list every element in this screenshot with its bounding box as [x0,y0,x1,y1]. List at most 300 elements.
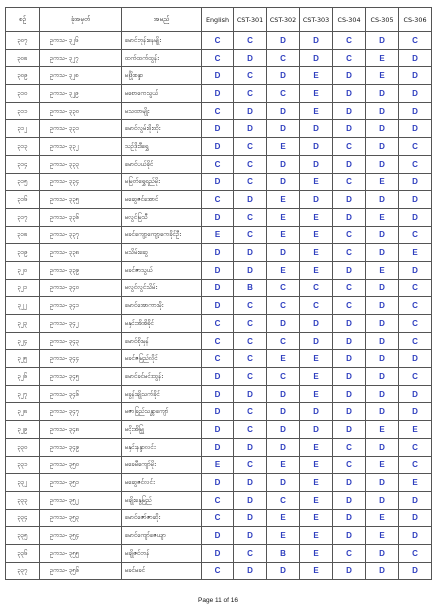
grade-cell: C [202,49,234,67]
grade-cell: E [202,456,234,474]
grade-cell: D [202,474,234,492]
table-row [6,102,432,120]
serial-number-cell: ၃၁၄ [6,155,40,173]
table-row [6,385,432,403]
student-name-cell: မမြတ်ရွှေရည်မိုး [122,173,202,191]
grade-cell: C [202,509,234,527]
table-row [6,138,432,156]
grade-cell: E [366,208,399,226]
table-row [6,261,432,279]
grade-cell: C [202,350,234,368]
roll-number-cell: ဥကသ- ၃၃၉ [40,261,122,279]
results-sheet [5,7,431,580]
serial-number-cell: ၃၀၈ [6,49,40,67]
grade-cell: D [366,244,399,262]
grade-cell: E [300,208,333,226]
grade-cell: C [202,491,234,509]
grade-cell: C [267,297,300,315]
grade-cell: E [300,438,333,456]
serial-number-cell: ၃၂၁ [6,279,40,297]
grade-cell: D [366,544,399,562]
serial-number-cell: ၃၀၉ [6,67,40,85]
grade-cell: C [267,85,300,103]
grade-cell: E [300,226,333,244]
grade-cell: D [202,368,234,386]
roll-number-cell: ဥကသ- ၃၄၄ [40,350,122,368]
roll-number-cell: ဥကသ- ၃၄၅ [40,368,122,386]
grade-cell: E [300,350,333,368]
grade-cell: D [366,102,399,120]
grade-cell: D [234,191,267,209]
grade-cell: D [300,421,333,439]
grade-cell: C [399,155,432,173]
grade-cell: E [267,509,300,527]
grade-cell: D [333,421,366,439]
grade-cell: E [300,544,333,562]
table-row [6,527,432,545]
table-row [6,421,432,439]
student-name-cell: မောင်ခင်မင်းထွန်း [122,368,202,386]
table-row [6,49,432,67]
grade-cell: D [202,527,234,545]
page-footer: Page 11 of 16 [198,597,238,604]
grade-cell: E [300,244,333,262]
serial-number-cell: ၃၂၀ [6,261,40,279]
grade-cell: D [399,527,432,545]
grade-cell: D [399,562,432,580]
grade-cell: E [202,226,234,244]
grade-cell: E [366,67,399,85]
grade-cell: D [300,138,333,156]
grade-cell: C [333,32,366,50]
grade-cell: E [267,208,300,226]
serial-number-cell: ၃၁၅ [6,173,40,191]
grade-cell: D [267,173,300,191]
grade-cell: D [202,438,234,456]
table-row [6,562,432,580]
student-name-cell: မောင်စိုးမှန် [122,332,202,350]
student-name-cell: မခင်မခင် [122,562,202,580]
grade-cell: C [333,279,366,297]
grade-cell: C [300,297,333,315]
grade-cell: E [300,385,333,403]
grade-cell: D [234,120,267,138]
student-name-cell: မသထာမျိုး [122,102,202,120]
serial-number-cell: ၃၃၇ [6,562,40,580]
grade-cell: C [234,368,267,386]
grade-cell: E [300,173,333,191]
results-table [5,7,432,580]
grade-cell: E [267,226,300,244]
student-name-cell: မောင်ဘုန်းနေမျိုး [122,32,202,50]
serial-number-cell: ၃၃၄ [6,509,40,527]
grade-cell: E [366,421,399,439]
grade-cell: D [366,191,399,209]
roll-number-cell: ဥကသ- ၃၅၁ [40,474,122,492]
student-name-cell: မလွင်မြသီ [122,208,202,226]
student-name-cell: သဉ်ဒိုးဒီရွှေ [122,138,202,156]
grade-cell: D [234,385,267,403]
grade-cell: C [234,403,267,421]
grade-cell: D [333,67,366,85]
grade-cell: C [399,297,432,315]
serial-number-cell: ၃၃၃ [6,491,40,509]
serial-number-cell: ၃၂၆ [6,368,40,386]
roll-number-cell: ဥကသ- ၃၃၃ [40,155,122,173]
header-no: စဉ် [6,8,40,32]
grade-cell: C [333,173,366,191]
grade-cell: C [234,208,267,226]
grade-cell: C [234,332,267,350]
roll-number-cell: ဥကသ- ၃၂၇ [40,49,122,67]
grade-cell: D [234,491,267,509]
grade-cell: E [300,85,333,103]
grade-cell: C [399,226,432,244]
grade-cell: C [234,226,267,244]
grade-cell: D [333,120,366,138]
grade-cell: E [366,49,399,67]
grade-cell: E [399,421,432,439]
grade-cell: D [300,332,333,350]
grade-cell: C [333,438,366,456]
grade-cell: D [202,120,234,138]
grade-cell: E [267,191,300,209]
serial-number-cell: ၃၁၈ [6,226,40,244]
roll-number-cell: ဥကသ- ၃၄၆ [40,385,122,403]
header-cs-306: CS-306 [399,8,432,32]
serial-number-cell: ၃၃၆ [6,544,40,562]
student-name-cell: မနှင်းအိအိခိုင် [122,315,202,333]
grade-cell: D [267,438,300,456]
grade-cell: D [300,49,333,67]
roll-number-cell: ဥကသ- ၃၂၆ [40,32,122,50]
grade-cell: D [399,85,432,103]
grade-cell: C [399,32,432,50]
grade-cell: E [267,350,300,368]
grade-cell: E [267,456,300,474]
grade-cell: E [267,138,300,156]
grade-cell: D [300,191,333,209]
grade-cell: D [399,491,432,509]
student-name-cell: မောင်လွမ်းဖိုးထိုး [122,120,202,138]
grade-cell: D [366,474,399,492]
grade-cell: D [300,155,333,173]
grade-cell: C [234,350,267,368]
grade-cell: C [333,138,366,156]
student-name-cell: မချိုဇင်တန် [122,544,202,562]
grade-cell: C [267,332,300,350]
grade-cell: D [399,49,432,67]
roll-number-cell: ဥကသ- ၃၅၆ [40,562,122,580]
roll-number-cell: ဥကသ- ၃၄၈ [40,421,122,439]
roll-number-cell: ဥကသ- ၃၃၇ [40,226,122,244]
grade-cell: D [202,403,234,421]
grade-cell: D [234,102,267,120]
grade-cell: D [234,527,267,545]
grade-cell: D [300,120,333,138]
grade-cell: D [202,85,234,103]
roll-number-cell: ဥကသ- ၃၅၅ [40,544,122,562]
grade-cell: D [399,350,432,368]
grade-cell: D [366,138,399,156]
grade-cell: E [267,527,300,545]
grade-cell: E [366,173,399,191]
grade-cell: E [300,67,333,85]
grade-cell: E [300,102,333,120]
grade-cell: D [366,226,399,244]
table-row [6,403,432,421]
grade-cell: D [333,385,366,403]
student-name-cell: မဆွေဇင်အောင် [122,191,202,209]
serial-number-cell: ၃၂၂ [6,297,40,315]
grade-cell: C [333,297,366,315]
grade-cell: D [267,102,300,120]
grade-cell: D [202,261,234,279]
grade-cell: D [333,261,366,279]
student-name-cell: မချိုးနွေမြည် [122,491,202,509]
grade-cell: E [300,368,333,386]
table-row [6,67,432,85]
serial-number-cell: ၃၁၆ [6,191,40,209]
grade-cell: D [333,509,366,527]
grade-cell: D [399,509,432,527]
grade-cell: D [267,32,300,50]
grade-cell: C [399,315,432,333]
grade-cell: D [399,120,432,138]
student-name-cell: မစောကေသွယ် [122,85,202,103]
grade-cell: C [234,297,267,315]
table-row [6,332,432,350]
grade-cell: E [399,474,432,492]
grade-cell: C [333,456,366,474]
serial-number-cell: ၃၁၁ [6,102,40,120]
header-row [6,8,432,32]
grade-cell: C [399,544,432,562]
grade-cell: D [234,438,267,456]
grade-cell: D [333,85,366,103]
grade-cell: D [366,297,399,315]
grade-cell: D [366,155,399,173]
student-name-cell: မဆွေဇင်လင်း [122,474,202,492]
student-name-cell: မဇာခြည်သန္တာကျော် [122,403,202,421]
grade-cell: E [366,261,399,279]
table-row [6,315,432,333]
roll-number-cell: ဥကသ- ၃၄၂ [40,315,122,333]
grade-cell: D [267,315,300,333]
grade-cell: C [234,67,267,85]
grade-cell: D [202,138,234,156]
grade-cell: C [333,226,366,244]
roll-number-cell: ဥကသ- ၃၄၉ [40,438,122,456]
grade-cell: D [234,562,267,580]
student-name-cell: မဖြိုးစန္ဒာ [122,67,202,85]
grade-cell: C [234,32,267,50]
header-english: English [202,8,234,32]
table-row [6,155,432,173]
grade-cell: C [333,244,366,262]
header-cst-302: CST-302 [267,8,300,32]
grade-cell: D [202,279,234,297]
grade-cell: D [399,385,432,403]
grade-cell: D [202,544,234,562]
student-name-cell: မနှင်းနန္ဒာလင်း [122,438,202,456]
grade-cell: D [333,491,366,509]
table-row [6,491,432,509]
grade-cell: E [300,261,333,279]
roll-number-cell: ဥကသ- ၃၅၂ [40,491,122,509]
grade-cell: D [366,315,399,333]
student-name-cell: ထက်ထက်ထွန်း [122,49,202,67]
serial-number-cell: ၃၃၅ [6,527,40,545]
serial-number-cell: ၃၀၇ [6,32,40,50]
grade-cell: D [267,403,300,421]
table-row [6,544,432,562]
grade-cell: D [399,208,432,226]
student-name-cell: မောင်ပယ်ခိုင် [122,155,202,173]
table-row [6,279,432,297]
grade-cell: C [267,49,300,67]
student-name-cell: မသိမ်းဆွေ [122,244,202,262]
grade-cell: D [234,261,267,279]
grade-cell: C [267,491,300,509]
table-row [6,208,432,226]
table-row [6,120,432,138]
grade-cell: D [366,350,399,368]
grade-cell: D [234,244,267,262]
roll-number-cell: ဥကသ- ၃၃၈ [40,244,122,262]
grade-cell: D [267,474,300,492]
grade-cell: D [366,332,399,350]
student-name-cell: မောင်အောကားမိုး [122,297,202,315]
table-row [6,509,432,527]
serial-number-cell: ၃၁၉ [6,244,40,262]
grade-cell: E [300,456,333,474]
grade-cell: D [333,191,366,209]
serial-number-cell: ၃၂၅ [6,350,40,368]
grade-cell: D [366,368,399,386]
grade-cell: C [202,191,234,209]
roll-number-cell: ဥကသ- ၃၅၄ [40,527,122,545]
grade-cell: D [399,173,432,191]
table-row [6,173,432,191]
grade-cell: C [399,438,432,456]
grade-cell: C [399,368,432,386]
grade-cell: C [333,544,366,562]
grade-cell: D [399,102,432,120]
grade-cell: D [333,527,366,545]
grade-cell: D [202,297,234,315]
grade-cell: D [234,509,267,527]
grade-cell: D [366,385,399,403]
grade-cell: C [399,138,432,156]
roll-number-cell: ဥကသ- ၃၄၁ [40,297,122,315]
grade-cell: C [267,279,300,297]
table-row [6,474,432,492]
table-row [6,456,432,474]
header-cst-301: CST-301 [234,8,267,32]
student-name-cell: မောင်ကျော်ဇေယျာ [122,527,202,545]
grade-cell: E [300,527,333,545]
grade-cell: C [300,279,333,297]
grade-cell: D [234,474,267,492]
roll-number-cell: ဥကသ- ၃၂၉ [40,85,122,103]
grade-cell: E [300,474,333,492]
roll-number-cell: ဥကသ- ၃၅၃ [40,509,122,527]
student-name-cell: မောင်ဇော်ဇာဆိုး [122,509,202,527]
roll-number-cell: ဥကသ- ၃၃၀ [40,102,122,120]
grade-cell: D [202,421,234,439]
grade-cell: C [234,421,267,439]
grade-cell: D [333,474,366,492]
grade-cell: D [202,208,234,226]
grade-cell: D [267,385,300,403]
grade-cell: B [267,544,300,562]
grade-cell: C [234,138,267,156]
student-name-cell: မခွန်းချိုသက်ခိုင် [122,385,202,403]
grade-cell: E [399,244,432,262]
header-cst-303: CST-303 [300,8,333,32]
grade-cell: D [366,32,399,50]
grade-cell: D [399,261,432,279]
grade-cell: E [300,562,333,580]
table-row [6,32,432,50]
grade-cell: C [202,155,234,173]
grade-cell: E [366,527,399,545]
serial-number-cell: ၃၁၂ [6,120,40,138]
roll-number-cell: ဥကသ- ၃၃၄ [40,173,122,191]
grade-cell: D [399,191,432,209]
roll-number-cell: ဥကသ- ၃၅၀ [40,456,122,474]
roll-number-cell: ဥကသ- ၃၃၆ [40,208,122,226]
grade-cell: D [202,67,234,85]
roll-number-cell: ဥကသ- ၃၃၁ [40,120,122,138]
grade-cell: C [234,173,267,191]
header-cs-305: CS-305 [366,8,399,32]
grade-cell: E [300,509,333,527]
grade-cell: D [202,244,234,262]
grade-cell: E [366,509,399,527]
grade-cell: D [333,155,366,173]
grade-cell: C [399,332,432,350]
grade-cell: C [234,544,267,562]
grade-cell: C [234,456,267,474]
student-name-cell: မငိုးအိမြှု [122,421,202,439]
grade-cell: E [267,261,300,279]
grade-cell: C [399,279,432,297]
grade-cell: C [267,368,300,386]
roll-number-cell: ဥကသ- ၃၄၀ [40,279,122,297]
grade-cell: C [234,85,267,103]
grade-cell: C [202,332,234,350]
grade-cell: C [202,32,234,50]
grade-cell: D [366,438,399,456]
grade-cell: D [333,315,366,333]
grade-cell: C [234,315,267,333]
header-name: အမည် [122,8,202,32]
grade-cell: D [366,120,399,138]
student-name-cell: မခင်ဇမြည်လိုင် [122,350,202,368]
grade-cell: D [333,102,366,120]
serial-number-cell: ၃၂၄ [6,332,40,350]
serial-number-cell: ၃၁၀ [6,85,40,103]
student-name-cell: မခင်ဇာသွယ် [122,261,202,279]
roll-number-cell: ဥကသ- ၃၃၅ [40,191,122,209]
grade-cell: D [202,173,234,191]
grade-cell: D [202,385,234,403]
grade-cell: D [366,491,399,509]
table-row [6,244,432,262]
grade-cell: C [202,315,234,333]
